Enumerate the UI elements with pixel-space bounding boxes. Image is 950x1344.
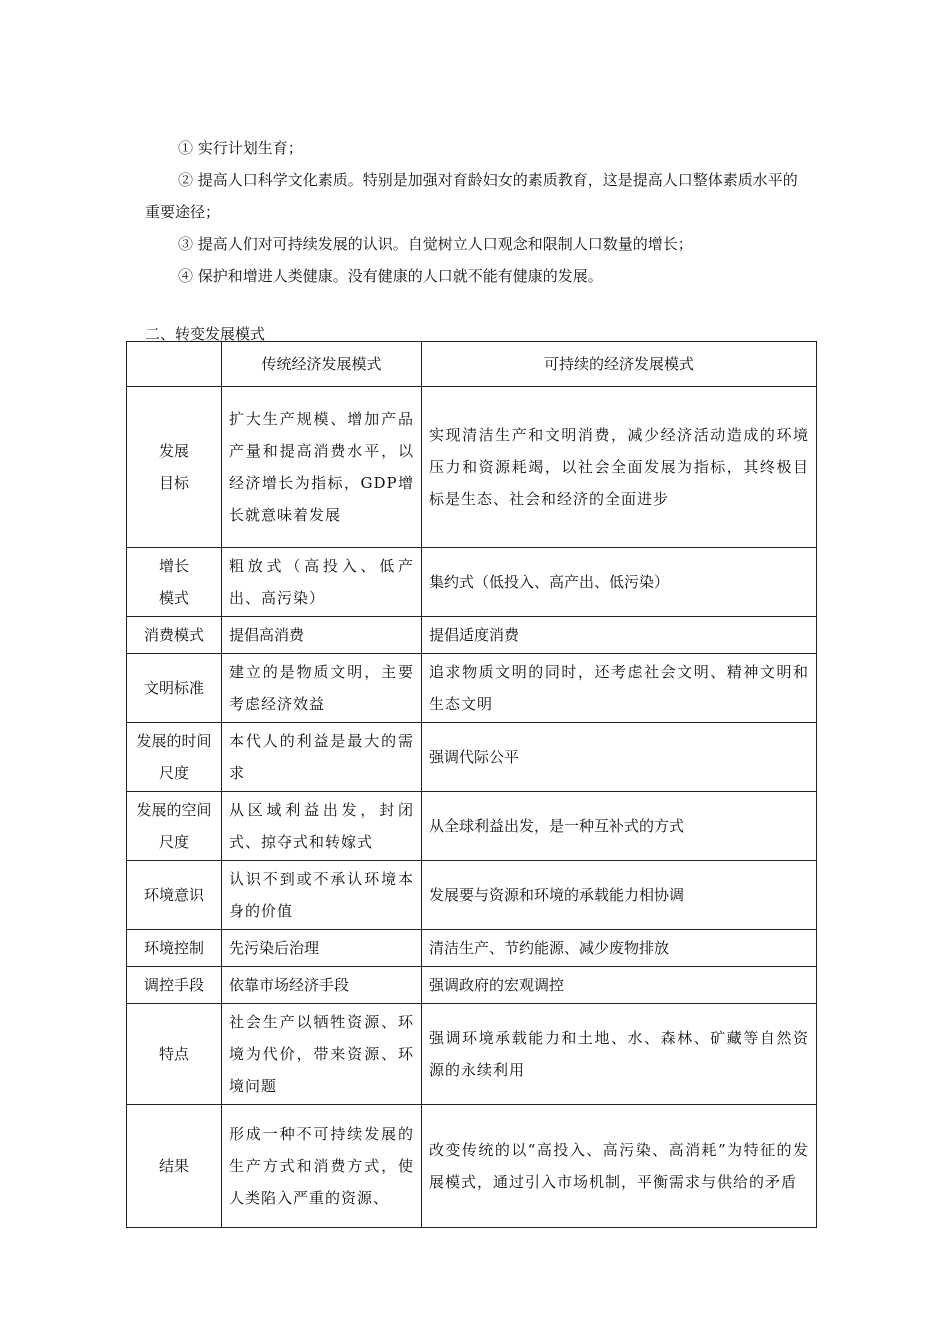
row-label: 文明标准 — [127, 654, 222, 723]
table-row — [127, 1105, 817, 1228]
sustainable-cell: 发展要与资源和环境的承载能力相协调 — [422, 861, 817, 930]
table-row — [127, 930, 817, 967]
traditional-cell: 粗放式（高投入、低产出、高污染） — [222, 548, 422, 617]
row-label: 发展 目标 — [127, 387, 222, 548]
sustainable-cell: 从全球利益出发，是一种互补式的方式 — [422, 792, 817, 861]
table-row — [127, 617, 817, 654]
row-label: 发展的时间尺度 — [127, 723, 222, 792]
sustainable-cell: 强调政府的宏观调控 — [422, 967, 817, 1004]
sustainable-cell: 实现清洁生产和文明消费，减少经济活动造成的环境压力和资源耗竭，以社会全面发展为指标，其终极目标是生态、社会和经济的全面进步 — [422, 387, 817, 548]
section-title: 二、转变发展模式 — [145, 325, 266, 343]
paragraph-2: ② 提高人口科学文化素质。特别是加强对育龄妇女的素质教育，这是提高人口整体素质水平的重要途径； — [145, 171, 798, 221]
row-label: 环境控制 — [127, 930, 222, 967]
row-label: 调控手段 — [127, 967, 222, 1004]
table-row — [127, 723, 817, 792]
table-row — [127, 548, 817, 617]
row-label: 特点 — [127, 1004, 222, 1105]
header-cell-empty — [127, 342, 222, 387]
traditional-cell: 认识不到或不承认环境本身的价值 — [222, 861, 422, 930]
row-label: 环境意识 — [127, 861, 222, 930]
sustainable-cell: 追求物质文明的同时，还考虑社会文明、精神文明和生态文明 — [422, 654, 817, 723]
header-cell-traditional: 传统经济发展模式 — [222, 342, 422, 387]
traditional-cell: 先污染后治理 — [222, 930, 422, 967]
traditional-cell: 依靠市场经济手段 — [222, 967, 422, 1004]
table-header-row — [127, 342, 817, 387]
table-row — [127, 861, 817, 930]
header-cell-sustainable: 可持续的经济发展模式 — [422, 342, 817, 387]
row-label: 结果 — [127, 1105, 222, 1228]
row-label: 增长 模式 — [127, 548, 222, 617]
paragraph-1: ① 实行计划生育； — [178, 139, 303, 157]
sustainable-cell: 改变传统的以“高投入、高污染、高消耗”为特征的发展模式，通过引入市场机制，平衡需求与供给的矛盾 — [422, 1105, 817, 1228]
row-label: 发展的空间尺度 — [127, 792, 222, 861]
paragraph-3: ③ 提高人们对可持续发展的认识。自觉树立人口观念和限制人口数量的增长； — [178, 235, 693, 253]
comparison-table — [126, 341, 817, 1228]
table-row — [127, 1004, 817, 1105]
traditional-cell: 本代人的利益是最大的需求 — [222, 723, 422, 792]
traditional-cell: 提倡高消费 — [222, 617, 422, 654]
table-row — [127, 654, 817, 723]
sustainable-cell: 清洁生产、节约能源、减少废物排放 — [422, 930, 817, 967]
traditional-cell: 从区域利益出发，封闭式、掠夺式和转嫁式 — [222, 792, 422, 861]
traditional-cell: 社会生产以牺牲资源、环境为代价，带来资源、环境问题 — [222, 1004, 422, 1105]
table-row — [127, 967, 817, 1004]
table-row — [127, 387, 817, 548]
traditional-cell: 形成一种不可持续发展的生产方式和消费方式，使人类陷入严重的资源、 — [222, 1105, 422, 1228]
row-label: 消费模式 — [127, 617, 222, 654]
sustainable-cell: 强调环境承载能力和土地、水、森林、矿藏等自然资源的永续利用 — [422, 1004, 817, 1105]
traditional-cell: 建立的是物质文明，主要考虑经济效益 — [222, 654, 422, 723]
traditional-cell: 扩大生产规模、增加产品产量和提高消费水平，以经济增长为指标，GDP增长就意味着发展 — [222, 387, 422, 548]
sustainable-cell: 强调代际公平 — [422, 723, 817, 792]
sustainable-cell: 提倡适度消费 — [422, 617, 817, 654]
paragraph-4: ④ 保护和增进人类健康。没有健康的人口就不能有健康的发展。 — [178, 267, 603, 285]
sustainable-cell: 集约式（低投入、高产出、低污染） — [422, 548, 817, 617]
table-row — [127, 792, 817, 861]
